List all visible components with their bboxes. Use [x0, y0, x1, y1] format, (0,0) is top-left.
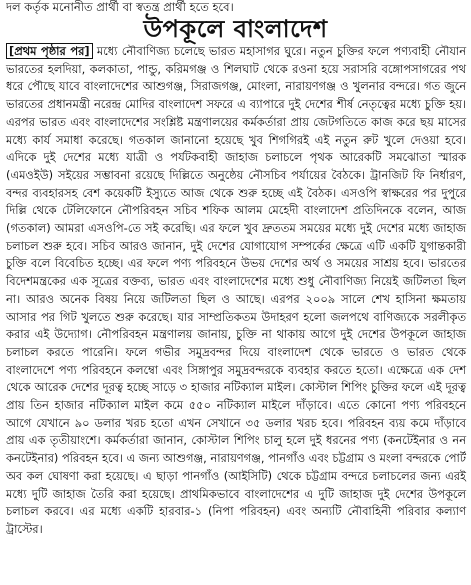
- article-body: [6, 43, 466, 539]
- headline: উপকূলে বাংলাদেশ: [143, 15, 328, 43]
- article-paragraph: [6, 43, 466, 539]
- previous-article-line: দল কর্তৃক মনোনীত প্রার্থী বা স্বতন্ত্র প্রার্থী হতে হবে।: [6, 0, 234, 14]
- continued-tag: [প্রথম পৃষ্ঠার পর]: [6, 43, 93, 59]
- article-text: মধ্যে নৌবাণিজ্য চলেছে ভারত মহাসাগর ঘুরে। নতুন চুক্তির ফলে পণ্যবাহী নৌযান ভারতের হলদিয়া, কলকাতা, পান্ডু, করিমগঞ্জ ও শিলঘাট থেকে রওনা হয়ে সরাসরি বঙ্গোপসাগরের পথ ধরে পৌছে যাবে বাংলাদেশের আশুগঞ্জ, সিরাজগঞ্জ, মোংলা, নারায়ণগঞ্জ ও খুলনার বন্দরে। গত জুনে ভারতের প্রধানমন্ত্রী নরেন্দ্র মোদির বাংলাদেশ সফরে এ ব্যাপারে দুই দেশের শীর্ষ নেতৃত্বের মধ্যে চুক্তি হয়। এরপর ভারত এবং বাংলাদেশের সংশ্লিষ্ট মন্ত্রণালয়ের কর্মকর্তারা প্রায় জেটগতিতে কাজ করে ছয় মাসের মধ্যে কার্য সমাধা করেছে। গতকাল জানানো হয়েছে খুব শিগগিরই এই নতুন রুট খুলে দেওয়া হবে। এদিকে দুই দেশের মধ্যে যাত্রী ও পর্যটকবাহী জাহাজ চলাচলে পৃথক আরেকটি সমঝোতা স্মারক (এমওইউ) সইয়ের সম্ভাবনা রয়েছে দিল্লিতে অনুষ্ঠেয় নৌসচিব পর্যায়ের বৈঠকে। ট্রানজিট ফি নির্ধারণ, বন্দর ব্যবহারসহ বেশ কয়েকটি ইস্যুতে আজ থেকে শুরু হচ্ছে এই বৈঠক। এসওপি স্বাক্ষরের পর দুপুরে দিল্লি থেকে টেলিফোনে নৌপরিবহন সচিব শফিক আলম মেহেদী বাংলাদেশ প্রতিদিনকে বলেন, আজ (গতকাল) আমরা এসওপি-তে সই করেছি। এর ফলে খুব দ্রুততম সময়ের মধ্যে দুই দেশের মধ্যে জাহাজ চলাচল শুরু হবে। সচিব আরও জানান, দুই দেশের যোগাযোগ সম্পর্কের ক্ষেত্রে এটি একটি যুগান্তকারী চুক্তি বলে বিবেচিত হচ্ছে। এর ফলে পণ্য পরিবহনে উভয় দেশের অর্থ ও সময়ের সাশ্রয় হবে। ভারতের বিদেশমন্ত্রকের এক সূত্রের বক্তব্য, ভারত এবং বাংলাদেশের মধ্যে শুধু নৌবাণিজ্য নিয়েই জটিলতা ছিল না। আরও অনেক বিষয় নিয়ে জটিলতা ছিল ও আছে। এরপর ২০০৯ সালে শেখ হাসিনা ক্ষমতায় আসার পর গিট খুলতে শুরু করেছে। যার সাম্প্রতিকতম উদাহরণ হলো জলপথে বাণিজ্যকে সরলীকৃত করার এই উদ্যোগ। নৌপরিবহন মন্ত্রণালয় জানায়, চুক্তি না থাকায় আগে দুই দেশের উপকূলে জাহাজ চলাচল করতে পারেনি। ফলে গভীর সমুদ্রবন্দর দিয়ে বাংলাদেশ থেকে ভারতে ও ভারত থেকে বাংলাদেশে পণ্য পরিবহনে কলম্বো এবং সিঙ্গাপুর সমুদ্রবন্দরকে ব্যবহার করতে হতো। এক্ষেত্রে এক দেশ থেকে আরেক দেশের দূরত্ব হচ্ছে সাড়ে ৩ হাজার নটিক্যাল মাইল। কোস্টাল শিপিং চুক্তির ফলে এই দূরত্ব প্রায় তিন হাজার নটিক্যাল মাইল কমে ৫৫০ নটিক্যাল মাইলে দাঁড়াবে। এতে কোনো পণ্য পরিবহনে আগে যেখানে ৯০ ডলার খরচ হতো এখন সেখানে ৩৫ ডলার খরচ হবে। পরিবহন ব্যয় কমে দাঁড়াবে প্রায় এক তৃতীয়াংশে। কর্মকর্তারা জানান, কোস্টাল শিপিং চালু হলে দুই ধরনের পণ্য (কনটেইনার ও নন কনটেইনার) পরিবহন হবে। এ জন্য আশুগঞ্জ, নারায়ণগঞ্জ, পানগাঁও এবং চট্টগ্রাম ও মংলা বন্দরকে পোর্ট অব কল ঘোষণা করা হয়েছে। এ ছাড়া পানগাঁও (আইসিটি) থেকে চট্টগ্রাম বন্দরে চলাচলের জন্য এরই মধ্যে দুটি জাহাজ তৈরি করা হয়েছে। প্রাথমিকভাবে বাংলাদেশের এ দুটি জাহাজ দুই দেশের উপকূলে চলাচল করবে। এর মধ্যে একটি হারবার-১ (নিপা পরিবহন) এবং অন্যটি নৌবাহিনী পরিবার কল্যাণ ট্রাস্টের।: [6, 44, 466, 536]
